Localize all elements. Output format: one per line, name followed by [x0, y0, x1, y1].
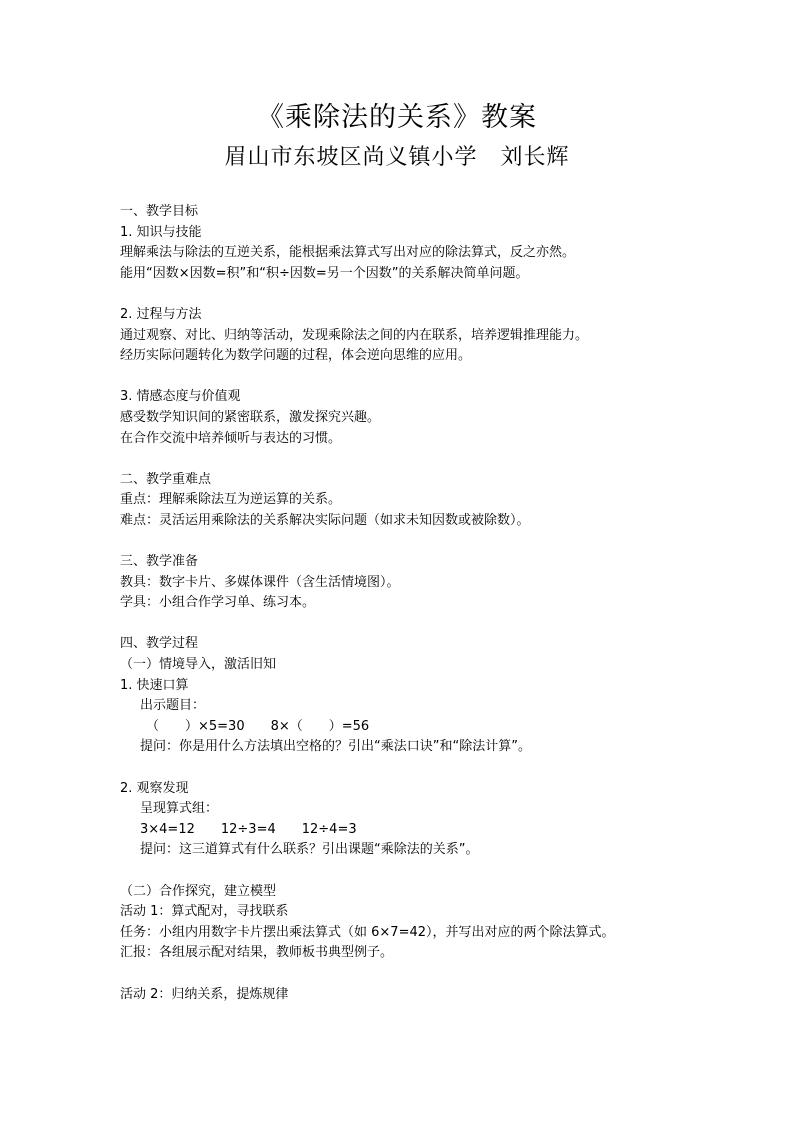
part-heading-explore: （二）合作探究，建立模型	[120, 883, 277, 899]
equation-line: （ ）×5=30 8×（ ）=56	[146, 718, 370, 734]
item-heading-mental-math: 1. 快速口算	[120, 677, 189, 693]
subheading-knowledge: 1. 知识与技能	[120, 224, 202, 240]
activity-heading: 活动 1：算式配对，寻找联系	[120, 904, 289, 920]
paragraph-line: 经历实际问题转化为数学问题的过程，体会逆向思维的应用。	[120, 348, 472, 364]
activity-heading: 活动 2：归纳关系，提炼规律	[120, 986, 289, 1002]
paragraph-line: 学具：小组合作学习单、练习本。	[120, 595, 316, 611]
paragraph-line: 呈现算式组：	[140, 801, 219, 817]
document-body	[120, 202, 720, 1005]
paragraph-line: 汇报：各组展示配对结果，教师板书典型例子。	[120, 945, 394, 961]
section-heading-goals: 一、教学目标	[120, 204, 199, 219]
paragraph-line: 出示题目：	[140, 698, 206, 714]
part-heading-intro: （一）情境导入，激活旧知	[120, 657, 277, 673]
page-title: 《乘除法的关系》教案	[257, 102, 537, 133]
section-heading-procedure: 四、教学过程	[120, 636, 199, 652]
paragraph-line: 提问：你是用什么方法填出空格的？引出“乘法口诀”和“除法计算”。	[140, 739, 531, 755]
paragraph-line: 理解乘法与除法的互逆关系，能根据乘法算式写出对应的除法算式，反之亦然。	[120, 245, 576, 261]
item-heading-observe: 2. 观察发现	[120, 780, 189, 796]
equation-line: 3×4=12 12÷3=4 12÷4=3	[140, 821, 357, 837]
paragraph-line: 感受数学知识间的紧密联系，激发探究兴趣。	[120, 409, 381, 425]
paragraph-line: 重点：理解乘除法互为逆运算的关系。	[120, 492, 342, 508]
paragraph-line: 在合作交流中培养倾听与表达的习惯。	[120, 430, 342, 446]
paragraph-line: 教具：数字卡片、多媒体课件（含生活情境图）。	[120, 574, 400, 590]
subheading-attitude: 3. 情感态度与价值观	[120, 389, 241, 405]
author-line: 眉山市东坡区尚义镇小学 刘长辉	[224, 145, 570, 170]
subheading-process: 2. 过程与方法	[120, 306, 202, 322]
section-heading-preparation: 三、教学准备	[120, 554, 199, 570]
paragraph-line: 任务：小组内用数字卡片摆出乘法算式（如 6×7=42），并写出对应的两个除法算式。	[120, 924, 615, 940]
paragraph-line: 通过观察、对比、归纳等活动，发现乘除法之间的内在联系，培养逻辑推理能力。	[120, 327, 589, 343]
paragraph-line: 能用“因数×因数=积”和“积÷因数=另一个因数”的关系解决简单问题。	[120, 265, 529, 281]
paragraph-line: 提问：这三道算式有什么联系？引出课题“乘除法的关系”。	[140, 842, 479, 858]
paragraph-line: 难点：灵活运用乘除法的关系解决实际问题（如求未知因数或被除数）。	[120, 512, 530, 528]
section-heading-key-points: 二、教学重难点	[120, 471, 212, 487]
